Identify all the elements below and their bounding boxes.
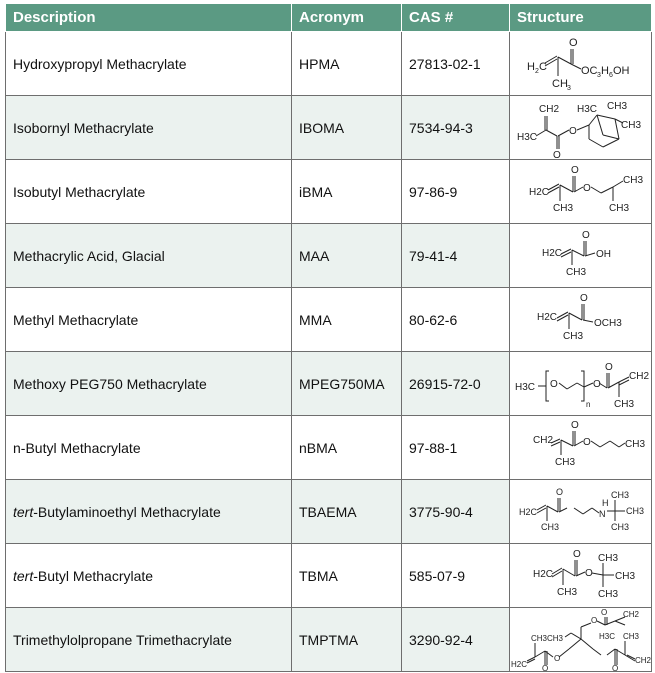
structure-label: 2 — [534, 67, 539, 75]
cas-cell: 97-88-1 — [402, 416, 510, 480]
structure-label: O — [568, 36, 578, 49]
structure-label: CH3 — [608, 202, 629, 214]
structure-label: H2C — [541, 247, 562, 259]
structure-label: CH3 — [610, 489, 629, 500]
structure-label: CH3 — [540, 521, 559, 532]
structure-label: CH2 — [628, 370, 649, 382]
structure-label: O — [600, 608, 607, 617]
header-description: Description — [6, 4, 292, 32]
structure-label: CH3 — [610, 521, 629, 532]
cas-cell: 7534-94-3 — [402, 96, 510, 160]
table-row — [6, 96, 652, 160]
acronym-cell: TBAEMA — [292, 480, 402, 544]
structure-label: OH — [612, 64, 629, 77]
structure-label: H — [601, 497, 608, 508]
structure-label: C — [538, 60, 547, 73]
structure-label: n — [585, 399, 590, 409]
structure-label: CH3 — [620, 119, 641, 131]
description-prefix: tert — [13, 503, 34, 520]
table-row — [6, 160, 652, 224]
mma-structure-image — [511, 289, 651, 351]
structure-label: 6 — [608, 71, 613, 79]
description-text: Methacrylic Acid, Glacial — [13, 247, 165, 264]
description-text: Methoxy PEG750 Methacrylate — [13, 375, 207, 392]
structure-label: O — [570, 164, 579, 176]
structure-label: CH3 — [622, 174, 643, 186]
description-cell — [6, 96, 292, 160]
acronym-cell: MPEG750MA — [292, 352, 402, 416]
structure-label: O — [568, 125, 577, 137]
description-cell — [6, 288, 292, 352]
header-cas: CAS # — [402, 4, 510, 32]
cas-cell: 3775-90-4 — [402, 480, 510, 544]
structure-label: CH2 — [532, 434, 553, 446]
description-text: -Butyl Methacrylate — [33, 567, 154, 584]
structure-label: CH3 — [597, 588, 618, 600]
description-cell — [6, 352, 292, 416]
structure-label: 3 — [566, 84, 571, 92]
structure-label: O — [584, 567, 593, 579]
structure-label: H2C — [536, 311, 557, 323]
structure-cell — [510, 32, 652, 96]
structure-label: CH3 — [556, 586, 577, 598]
structure-label: H3C — [576, 103, 597, 115]
cas-cell: 97-86-9 — [402, 160, 510, 224]
description-cell — [6, 416, 292, 480]
hpma-structure-image — [511, 33, 651, 95]
structure-label: O — [582, 182, 591, 194]
tbma-structure-image — [511, 545, 651, 607]
structure-label: CH3 — [613, 398, 634, 410]
header-acronym: Acronym — [292, 4, 402, 32]
description-cell — [6, 224, 292, 288]
structure-label: O — [541, 663, 548, 671]
structure-label: CH2 — [622, 609, 639, 619]
structure-cell — [510, 416, 652, 480]
table-row — [6, 352, 652, 416]
structure-label: CH3 — [622, 631, 639, 641]
cas-cell: 585-07-9 — [402, 544, 510, 608]
description-text: Trimethylolpropane Trimethacrylate — [13, 631, 232, 648]
description-cell — [6, 160, 292, 224]
table-row — [6, 288, 652, 352]
structure-label: H2C — [532, 568, 553, 580]
structure-label: H2C — [528, 186, 549, 198]
structure-cell — [510, 160, 652, 224]
description-text: Hydroxypropyl Methacrylate — [13, 55, 187, 72]
structure-label: O — [611, 663, 618, 671]
structure-label: CH3 — [554, 456, 575, 468]
structure-cell — [510, 352, 652, 416]
description-text: n-Butyl Methacrylate — [13, 439, 141, 456]
structure-label: H2C — [518, 506, 537, 517]
structure-label: OCH3 — [593, 317, 622, 329]
structure-label: CH3 — [546, 633, 563, 643]
structure-label: O — [579, 292, 588, 304]
acronym-cell: iBMA — [292, 160, 402, 224]
structure-label: H — [526, 60, 535, 73]
structure-label: 3 — [596, 71, 601, 79]
structure-label: CH2 — [634, 655, 651, 665]
structure-label: CH2 — [538, 103, 559, 115]
acronym-cell: TBMA — [292, 544, 402, 608]
structure-label: N — [598, 508, 605, 519]
structure-label: O — [582, 436, 591, 448]
structure-cell — [510, 224, 652, 288]
table-row — [6, 32, 652, 96]
description-text: Methyl Methacrylate — [13, 311, 139, 328]
acronym-cell: TMPTMA — [292, 608, 402, 672]
table-row — [6, 480, 652, 544]
description-prefix: tert — [13, 567, 34, 584]
description-cell — [6, 608, 292, 672]
cas-cell: 27813-02-1 — [402, 32, 510, 96]
table-row — [6, 224, 652, 288]
table-row — [6, 544, 652, 608]
description-cell — [6, 32, 292, 96]
structure-label: H3C — [514, 381, 535, 393]
structure-label: OC — [580, 64, 597, 77]
structure-label: O — [604, 361, 613, 373]
description-cell — [6, 544, 292, 608]
acronym-cell: MMA — [292, 288, 402, 352]
structure-label: O — [590, 615, 597, 625]
description-text: Isobornyl Methacrylate — [13, 119, 154, 136]
acronym-cell: IBOMA — [292, 96, 402, 160]
structure-label: CH3 — [606, 100, 627, 112]
mpeg750ma-structure-image — [511, 353, 651, 415]
structure-label: H3C — [598, 631, 615, 641]
acronym-cell: HPMA — [292, 32, 402, 96]
ibma-structure-image — [511, 161, 651, 223]
tmptma-structure-image — [511, 609, 651, 671]
structure-label: CH3 — [530, 633, 547, 643]
structure-label: H2C — [510, 659, 527, 669]
table-row — [6, 416, 652, 480]
structure-label: OH — [595, 248, 611, 260]
structure-label: H3C — [516, 131, 537, 143]
tbaema-structure-image — [511, 481, 651, 543]
description-cell — [6, 480, 292, 544]
structure-label: O — [552, 149, 561, 159]
cas-cell: 26915-72-0 — [402, 352, 510, 416]
cas-cell: 80-62-6 — [402, 288, 510, 352]
structure-cell — [510, 96, 652, 160]
structure-label: CH3 — [625, 505, 644, 516]
header-row — [6, 4, 652, 32]
structure-label: CH3 — [565, 266, 586, 278]
table-row — [6, 608, 652, 672]
nbma-structure-image — [511, 417, 651, 479]
structure-cell — [510, 608, 652, 672]
cas-cell: 79-41-4 — [402, 224, 510, 288]
acronym-cell: nBMA — [292, 416, 402, 480]
structure-label: CH3 — [597, 552, 618, 564]
methacrylates-table — [5, 3, 652, 672]
structure-label: CH3 — [614, 570, 635, 582]
acronym-cell: MAA — [292, 224, 402, 288]
header-structure: Structure — [510, 4, 652, 32]
structure-label: CH3 — [552, 202, 573, 214]
maa-structure-image — [511, 225, 651, 287]
structure-label: O — [553, 653, 560, 663]
structure-cell — [510, 288, 652, 352]
structure-label: H — [600, 64, 609, 77]
structure-label: CH3 — [624, 438, 645, 450]
description-text: -Butylaminoethyl Methacrylate — [33, 503, 221, 520]
structure-label: O — [581, 229, 590, 241]
structure-cell — [510, 544, 652, 608]
description-text: Isobutyl Methacrylate — [13, 183, 146, 200]
structure-label: O — [592, 378, 601, 390]
structure-label: O — [549, 378, 558, 390]
structure-label: O — [572, 548, 581, 560]
structure-cell — [510, 480, 652, 544]
structure-label: O — [570, 419, 579, 431]
iboma-structure-image — [511, 97, 651, 159]
structure-label: O — [555, 486, 563, 497]
structure-label: CH3 — [562, 330, 583, 342]
structure-label: CH — [551, 77, 568, 90]
cas-cell: 3290-92-4 — [402, 608, 510, 672]
